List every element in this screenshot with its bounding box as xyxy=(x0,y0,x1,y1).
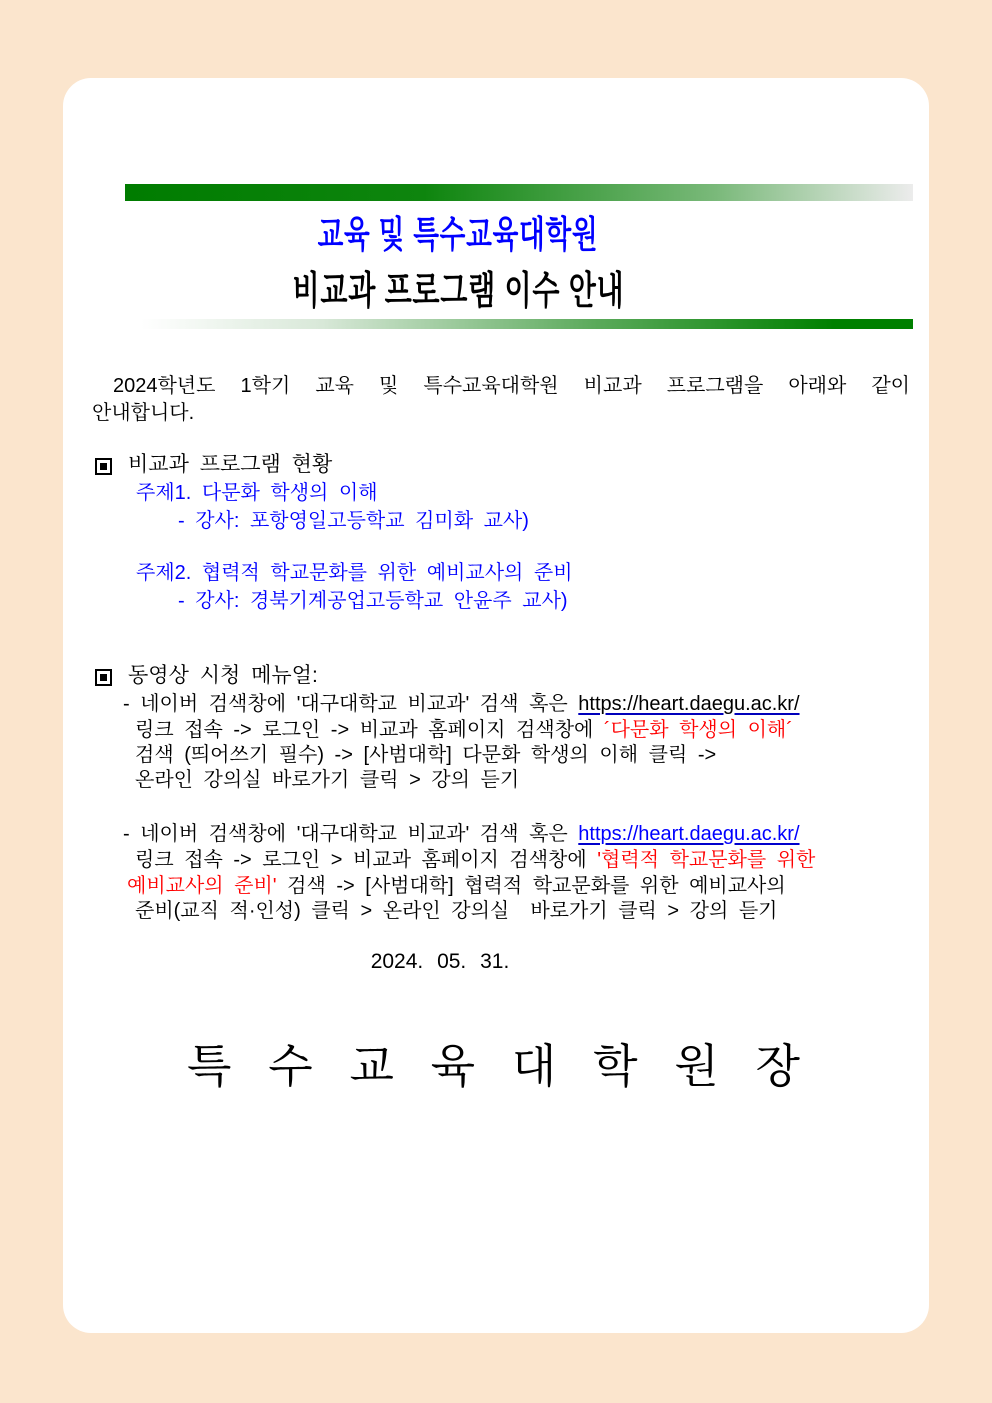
manual-item-1-line2 xyxy=(135,719,793,741)
manual-item-2-line4: 준비(교직 적·인성) 클릭 > 온라인 강의실 바로가기 클릭 > 강의 듣기 xyxy=(135,900,778,922)
document-title-line2 xyxy=(63,260,929,316)
heart-daegu-link[interactable]: https://heart.daegu.ac.kr/ xyxy=(578,693,800,715)
header-bottom-gradient-bar xyxy=(125,319,913,329)
document-title-line1 xyxy=(63,204,929,258)
manual-item-2-line1-text: - 네이버 검색창에 '대구대학교 비교과' 검색 혹은 xyxy=(123,823,579,845)
manual-item-1-line2-text: 링크 접속 -> 로그인 -> 비교과 홈페이지 검색창에 xyxy=(135,719,604,741)
manual-item-1-line1-text: - 네이버 검색창에 '대구대학교 비교과' 검색 혹은 xyxy=(123,693,579,715)
manual-item-2-line2 xyxy=(135,849,815,871)
document-date: 2024. 05. 31. xyxy=(370,950,510,973)
square-bullet-icon xyxy=(95,458,112,475)
manual-item-1-line4: 온라인 강의실 바로가기 클릭 > 강의 듣기 xyxy=(135,769,520,791)
header-top-gradient-bar xyxy=(125,184,913,201)
intro-paragraph-line2: 안내합니다. xyxy=(92,402,195,424)
manual-item-2-line2-highlight: '협력적 학교문화를 위한 xyxy=(597,849,816,871)
manual-item-2-line1 xyxy=(123,823,800,845)
topic-1-title: 주제1. 다문화 학생의 이해 xyxy=(136,482,378,504)
intro-paragraph-line1: 2024학년도 1학기 교육 및 특수교육대학원 비교과 프로그램을 아래와 같이 xyxy=(113,375,910,397)
manual-item-1-line3: 검색 (띄어쓰기 필수) -> [사범대학] 다문화 학생의 이해 클릭 -> xyxy=(135,744,717,766)
topic-2-lecturer: - 강사: 경북기계공업고등학교 안윤주 교사) xyxy=(178,590,568,612)
signature-title: 특 수 교 육 대 학 원 장 xyxy=(187,1040,805,1092)
heart-daegu-link[interactable]: https://heart.daegu.ac.kr/ xyxy=(578,823,800,845)
topic-2-title: 주제2. 협력적 학교문화를 위한 예비교사의 준비 xyxy=(136,562,573,584)
document-title-line2-text: 비교과 프로그램 이수 안내 xyxy=(292,270,624,313)
manual-item-2-line3-highlight: 예비교사의 준비' xyxy=(127,875,277,897)
manual-section-heading: 동영상 시청 메뉴얼: xyxy=(128,664,318,687)
document-card xyxy=(63,78,929,1333)
program-section-heading: 비교과 프로그램 현황 xyxy=(128,453,333,476)
document-title-line1-text: 교육 및 특수교육대학원 xyxy=(317,214,599,255)
square-bullet-icon xyxy=(95,669,112,686)
manual-item-1-line1 xyxy=(123,693,800,715)
manual-item-1-line2-highlight: ´다문화 학생의 이해´ xyxy=(603,719,793,741)
topic-1-lecturer: - 강사: 포항영일고등학교 김미화 교사) xyxy=(178,510,529,532)
manual-item-2-line3-text: 검색 -> [사범대학] 협력적 학교문화를 위한 예비교사의 xyxy=(276,875,786,897)
manual-item-2-line2-text: 링크 접속 -> 로그인 > 비교과 홈페이지 검색창에 xyxy=(135,849,598,871)
manual-item-2-line3 xyxy=(127,875,786,897)
